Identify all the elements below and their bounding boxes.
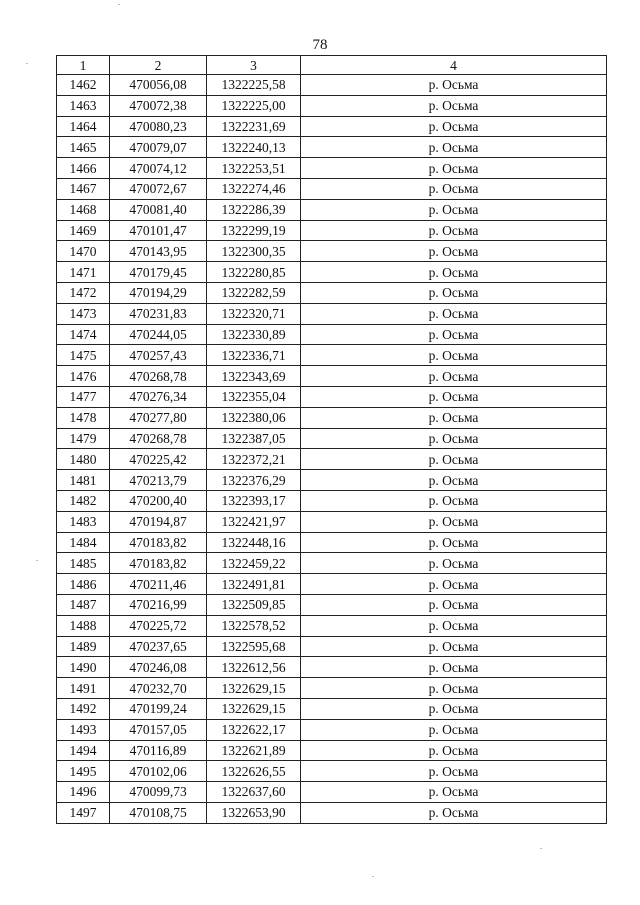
table-row (57, 574, 607, 595)
table-row (57, 761, 607, 782)
point-number-cell: 1477 (57, 386, 110, 407)
y-coordinate-cell: 1322626,55 (207, 761, 301, 782)
point-number-cell: 1495 (57, 761, 110, 782)
point-number-cell: 1483 (57, 511, 110, 532)
y-coordinate-cell: 1322282,59 (207, 282, 301, 303)
point-number-cell: 1487 (57, 594, 110, 615)
x-coordinate-cell: 470081,40 (110, 199, 207, 220)
description-cell: р. Осьма (301, 241, 607, 262)
y-coordinate-cell: 1322393,17 (207, 490, 301, 511)
y-coordinate-cell: 1322286,39 (207, 199, 301, 220)
point-number-cell: 1474 (57, 324, 110, 345)
point-number-cell: 1481 (57, 470, 110, 491)
y-coordinate-cell: 1322225,00 (207, 95, 301, 116)
y-coordinate-cell: 1322653,90 (207, 802, 301, 823)
point-number-cell: 1475 (57, 345, 110, 366)
table-row (57, 282, 607, 303)
table-row (57, 303, 607, 324)
table-header-row (57, 56, 607, 75)
y-coordinate-cell: 1322595,68 (207, 636, 301, 657)
y-coordinate-cell: 1322622,17 (207, 719, 301, 740)
y-coordinate-cell: 1322274,46 (207, 178, 301, 199)
point-number-cell: 1476 (57, 366, 110, 387)
point-number-cell: 1485 (57, 553, 110, 574)
column-header-4: 4 (301, 56, 607, 75)
table-row (57, 386, 607, 407)
point-number-cell: 1490 (57, 657, 110, 678)
y-coordinate-cell: 1322612,56 (207, 657, 301, 678)
description-cell: р. Осьма (301, 636, 607, 657)
table-row (57, 719, 607, 740)
scan-speck (36, 560, 38, 561)
point-number-cell: 1484 (57, 532, 110, 553)
column-header-3: 3 (207, 56, 301, 75)
y-coordinate-cell: 1322380,06 (207, 407, 301, 428)
description-cell: р. Осьма (301, 802, 607, 823)
point-number-cell: 1489 (57, 636, 110, 657)
description-cell: р. Осьма (301, 657, 607, 678)
y-coordinate-cell: 1322621,89 (207, 740, 301, 761)
x-coordinate-cell: 470101,47 (110, 220, 207, 241)
page-number: 78 (312, 37, 328, 53)
x-coordinate-cell: 470268,78 (110, 366, 207, 387)
table-row (57, 698, 607, 719)
y-coordinate-cell: 1322387,05 (207, 428, 301, 449)
table-row (57, 241, 607, 262)
description-cell: р. Осьма (301, 761, 607, 782)
x-coordinate-cell: 470143,95 (110, 241, 207, 262)
x-coordinate-cell: 470074,12 (110, 158, 207, 179)
column-header-2: 2 (110, 56, 207, 75)
x-coordinate-cell: 470183,82 (110, 553, 207, 574)
description-cell: р. Осьма (301, 532, 607, 553)
description-cell: р. Осьма (301, 137, 607, 158)
x-coordinate-cell: 470108,75 (110, 802, 207, 823)
point-number-cell: 1491 (57, 678, 110, 699)
y-coordinate-cell: 1322300,35 (207, 241, 301, 262)
table-row (57, 636, 607, 657)
point-number-cell: 1472 (57, 282, 110, 303)
table-row (57, 802, 607, 823)
y-coordinate-cell: 1322421,97 (207, 511, 301, 532)
point-number-cell: 1467 (57, 178, 110, 199)
x-coordinate-cell: 470179,45 (110, 262, 207, 283)
point-number-cell: 1471 (57, 262, 110, 283)
y-coordinate-cell: 1322336,71 (207, 345, 301, 366)
column-header-1: 1 (57, 56, 110, 75)
y-coordinate-cell: 1322253,51 (207, 158, 301, 179)
y-coordinate-cell: 1322240,13 (207, 137, 301, 158)
point-number-cell: 1496 (57, 782, 110, 803)
y-coordinate-cell: 1322231,69 (207, 116, 301, 137)
description-cell: р. Осьма (301, 262, 607, 283)
x-coordinate-cell: 470080,23 (110, 116, 207, 137)
coordinates-table (56, 55, 607, 824)
description-cell: р. Осьма (301, 428, 607, 449)
point-number-cell: 1493 (57, 719, 110, 740)
table-row (57, 75, 607, 96)
description-cell: р. Осьма (301, 220, 607, 241)
point-number-cell: 1473 (57, 303, 110, 324)
x-coordinate-cell: 470232,70 (110, 678, 207, 699)
x-coordinate-cell: 470225,42 (110, 449, 207, 470)
description-cell: р. Осьма (301, 511, 607, 532)
y-coordinate-cell: 1322280,85 (207, 262, 301, 283)
y-coordinate-cell: 1322372,21 (207, 449, 301, 470)
table-row (57, 678, 607, 699)
point-number-cell: 1488 (57, 615, 110, 636)
description-cell: р. Осьма (301, 75, 607, 96)
point-number-cell: 1468 (57, 199, 110, 220)
description-cell: р. Осьма (301, 698, 607, 719)
y-coordinate-cell: 1322578,52 (207, 615, 301, 636)
table-body (57, 75, 607, 824)
table-row (57, 158, 607, 179)
table-row (57, 449, 607, 470)
description-cell: р. Осьма (301, 782, 607, 803)
point-number-cell: 1494 (57, 740, 110, 761)
x-coordinate-cell: 470231,83 (110, 303, 207, 324)
x-coordinate-cell: 470225,72 (110, 615, 207, 636)
x-coordinate-cell: 470194,87 (110, 511, 207, 532)
description-cell: р. Осьма (301, 470, 607, 491)
point-number-cell: 1486 (57, 574, 110, 595)
table-row (57, 407, 607, 428)
x-coordinate-cell: 470200,40 (110, 490, 207, 511)
description-cell: р. Осьма (301, 719, 607, 740)
x-coordinate-cell: 470157,05 (110, 719, 207, 740)
table-row (57, 490, 607, 511)
description-cell: р. Осьма (301, 678, 607, 699)
y-coordinate-cell: 1322320,71 (207, 303, 301, 324)
point-number-cell: 1482 (57, 490, 110, 511)
point-number-cell: 1497 (57, 802, 110, 823)
x-coordinate-cell: 470213,79 (110, 470, 207, 491)
description-cell: р. Осьма (301, 95, 607, 116)
table-row (57, 324, 607, 345)
x-coordinate-cell: 470056,08 (110, 75, 207, 96)
x-coordinate-cell: 470072,38 (110, 95, 207, 116)
y-coordinate-cell: 1322330,89 (207, 324, 301, 345)
y-coordinate-cell: 1322637,60 (207, 782, 301, 803)
description-cell: р. Осьма (301, 407, 607, 428)
table-row (57, 137, 607, 158)
description-cell: р. Осьма (301, 303, 607, 324)
point-number-cell: 1492 (57, 698, 110, 719)
point-number-cell: 1465 (57, 137, 110, 158)
description-cell: р. Осьма (301, 594, 607, 615)
table-row (57, 366, 607, 387)
description-cell: р. Осьма (301, 553, 607, 574)
scan-speck (26, 63, 28, 64)
description-cell: р. Осьма (301, 449, 607, 470)
table-row (57, 345, 607, 366)
point-number-cell: 1478 (57, 407, 110, 428)
x-coordinate-cell: 470099,73 (110, 782, 207, 803)
point-number-cell: 1462 (57, 75, 110, 96)
description-cell: р. Осьма (301, 199, 607, 220)
x-coordinate-cell: 470216,99 (110, 594, 207, 615)
description-cell: р. Осьма (301, 490, 607, 511)
y-coordinate-cell: 1322225,58 (207, 75, 301, 96)
point-number-cell: 1480 (57, 449, 110, 470)
y-coordinate-cell: 1322491,81 (207, 574, 301, 595)
point-number-cell: 1470 (57, 241, 110, 262)
table-row (57, 199, 607, 220)
description-cell: р. Осьма (301, 282, 607, 303)
x-coordinate-cell: 470276,34 (110, 386, 207, 407)
x-coordinate-cell: 470072,67 (110, 178, 207, 199)
x-coordinate-cell: 470246,08 (110, 657, 207, 678)
y-coordinate-cell: 1322459,22 (207, 553, 301, 574)
x-coordinate-cell: 470257,43 (110, 345, 207, 366)
description-cell: р. Осьма (301, 324, 607, 345)
table-row (57, 95, 607, 116)
description-cell: р. Осьма (301, 345, 607, 366)
table-row (57, 615, 607, 636)
description-cell: р. Осьма (301, 366, 607, 387)
table-row (57, 782, 607, 803)
point-number-cell: 1463 (57, 95, 110, 116)
x-coordinate-cell: 470079,07 (110, 137, 207, 158)
y-coordinate-cell: 1322299,19 (207, 220, 301, 241)
point-number-cell: 1464 (57, 116, 110, 137)
description-cell: р. Осьма (301, 158, 607, 179)
point-number-cell: 1469 (57, 220, 110, 241)
y-coordinate-cell: 1322355,04 (207, 386, 301, 407)
table-row (57, 220, 607, 241)
table-row (57, 511, 607, 532)
y-coordinate-cell: 1322448,16 (207, 532, 301, 553)
x-coordinate-cell: 470116,89 (110, 740, 207, 761)
table-row (57, 657, 607, 678)
table-row (57, 740, 607, 761)
point-number-cell: 1479 (57, 428, 110, 449)
x-coordinate-cell: 470237,65 (110, 636, 207, 657)
description-cell: р. Осьма (301, 574, 607, 595)
y-coordinate-cell: 1322509,85 (207, 594, 301, 615)
description-cell: р. Осьма (301, 116, 607, 137)
table-row (57, 178, 607, 199)
x-coordinate-cell: 470268,78 (110, 428, 207, 449)
table-row (57, 428, 607, 449)
x-coordinate-cell: 470102,06 (110, 761, 207, 782)
scan-speck (540, 848, 542, 849)
x-coordinate-cell: 470277,80 (110, 407, 207, 428)
point-number-cell: 1466 (57, 158, 110, 179)
x-coordinate-cell: 470199,24 (110, 698, 207, 719)
table-row (57, 116, 607, 137)
table-row (57, 594, 607, 615)
table-row (57, 532, 607, 553)
y-coordinate-cell: 1322629,15 (207, 698, 301, 719)
x-coordinate-cell: 470194,29 (110, 282, 207, 303)
y-coordinate-cell: 1322376,29 (207, 470, 301, 491)
x-coordinate-cell: 470183,82 (110, 532, 207, 553)
x-coordinate-cell: 470211,46 (110, 574, 207, 595)
x-coordinate-cell: 470244,05 (110, 324, 207, 345)
description-cell: р. Осьма (301, 386, 607, 407)
table-row (57, 262, 607, 283)
description-cell: р. Осьма (301, 615, 607, 636)
y-coordinate-cell: 1322629,15 (207, 678, 301, 699)
scan-speck (118, 4, 120, 5)
description-cell: р. Осьма (301, 178, 607, 199)
scan-speck (372, 876, 374, 877)
description-cell: р. Осьма (301, 740, 607, 761)
table-row (57, 470, 607, 491)
y-coordinate-cell: 1322343,69 (207, 366, 301, 387)
table-row (57, 553, 607, 574)
